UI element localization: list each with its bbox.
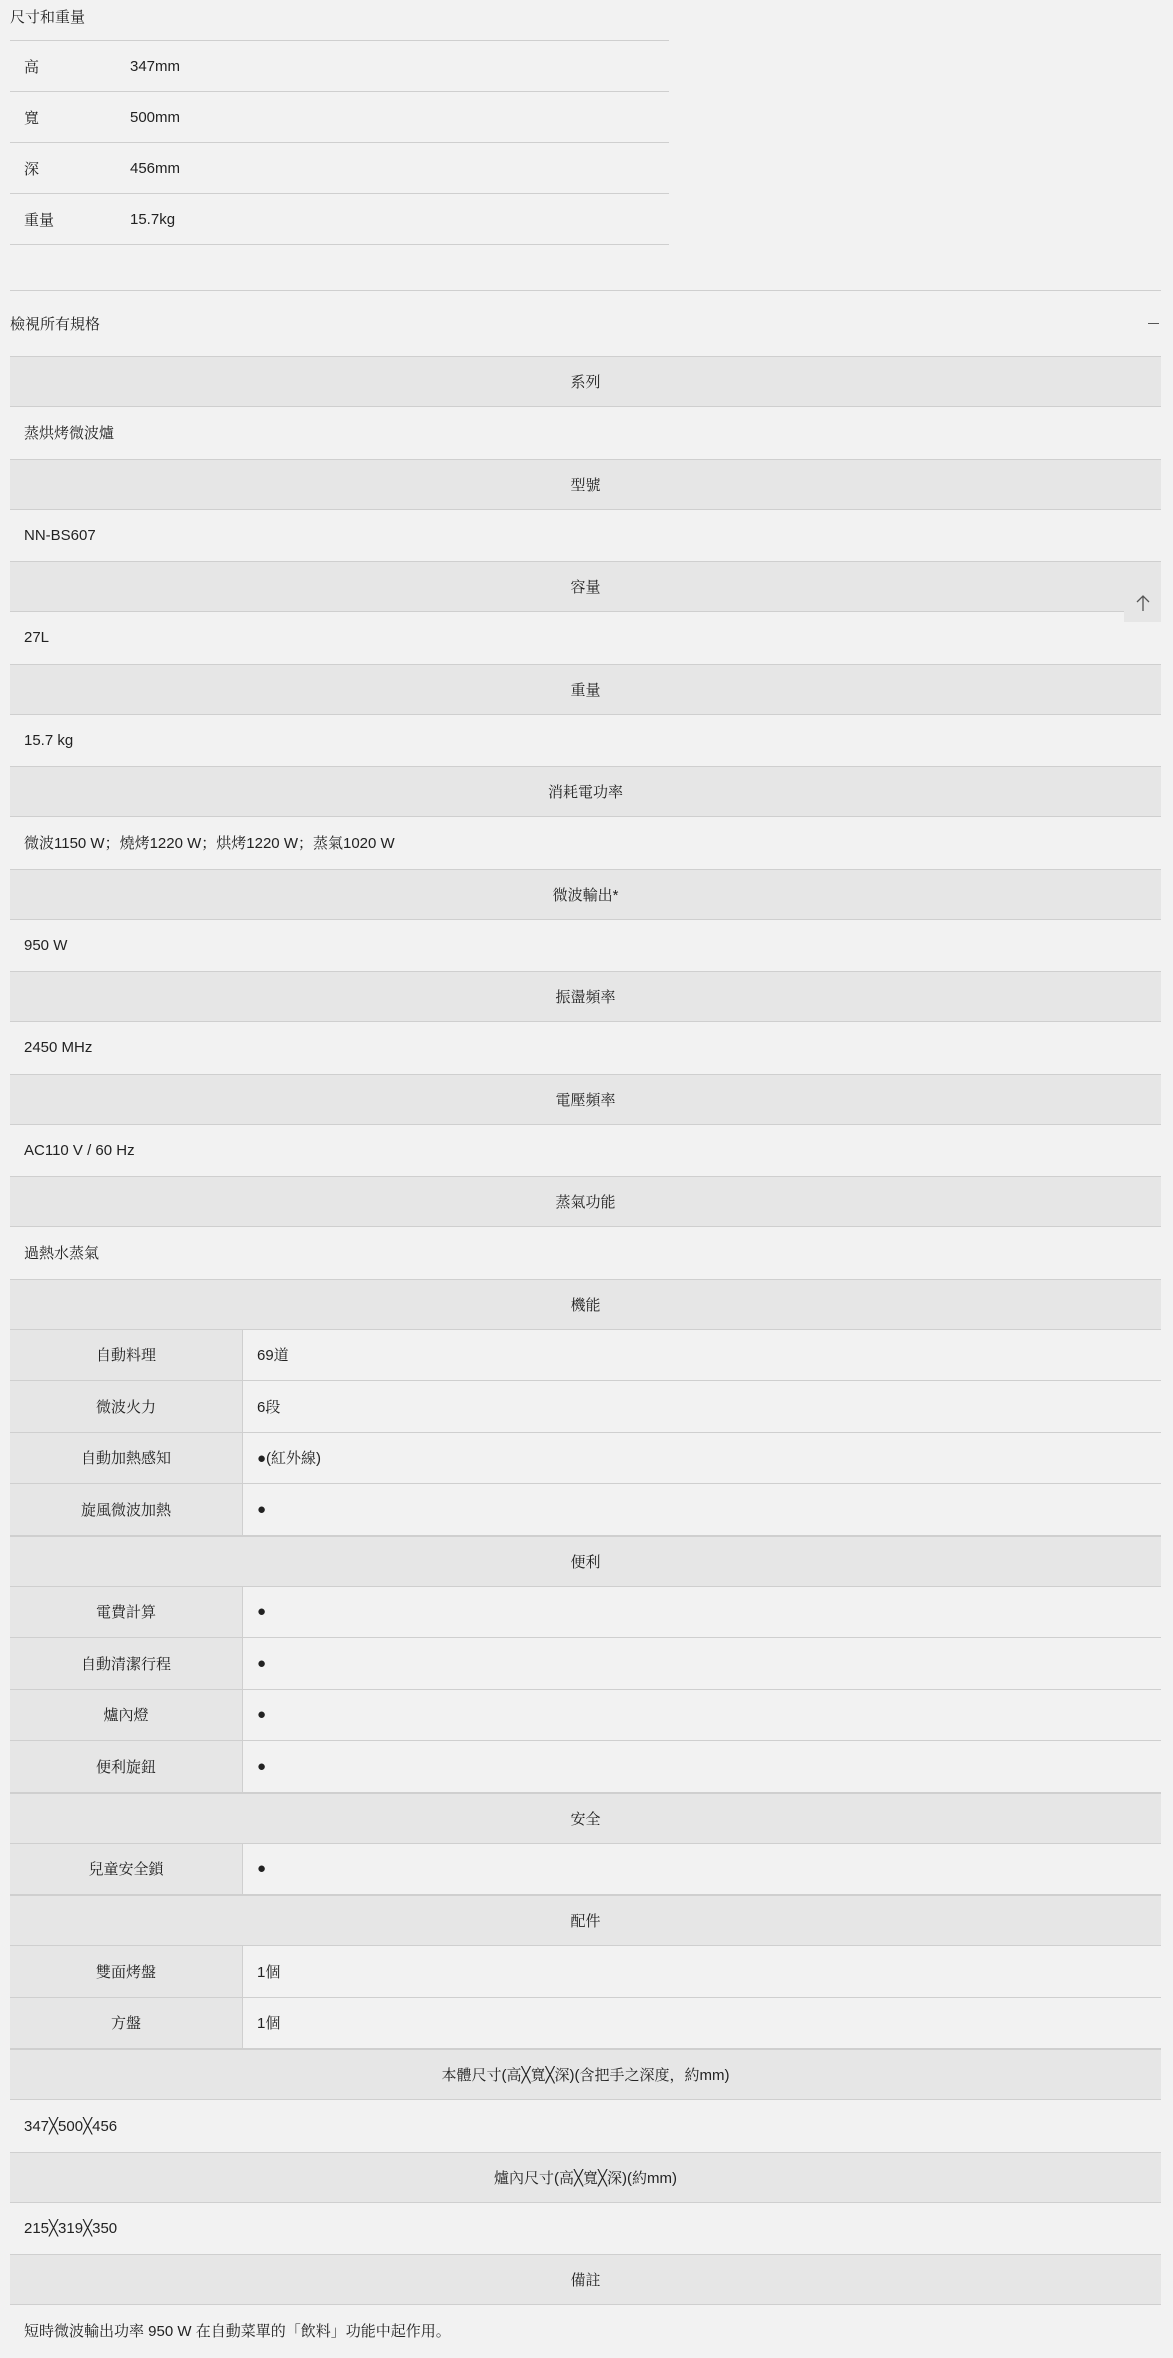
- spec-key-value: ●: [257, 1860, 267, 1878]
- dimension-row-weight: [10, 194, 669, 245]
- dimension-label: 寬: [24, 109, 40, 127]
- spec-group-header: 容量: [10, 561, 1161, 612]
- spec-key-value: ●: [257, 1603, 267, 1621]
- spec-value: 2450 MHz: [24, 1039, 93, 1057]
- spec-key-value: 69道: [257, 1347, 289, 1365]
- spec-group-header: 電壓頻率: [10, 1074, 1161, 1125]
- spec-group-header: 微波輸出*: [10, 869, 1161, 920]
- spec-row: [10, 1844, 1161, 1896]
- spec-key-value: 1個: [257, 2015, 281, 2033]
- spec-key: 自動料理: [10, 1330, 243, 1381]
- spec-key: 便利旋鈕: [10, 1741, 243, 1792]
- spec-key-value: ●: [257, 1757, 267, 1775]
- dimension-label: 深: [24, 160, 40, 178]
- arrow-up-icon: [1135, 594, 1151, 612]
- spec-key-value: ●: [257, 1654, 267, 1672]
- spec-value: 微波1150 W；燒烤1220 W；烘烤1220 W；蒸氣1020 W: [24, 835, 395, 853]
- spec-row: [10, 1690, 1161, 1742]
- spec-group-header: 消耗電功率: [10, 766, 1161, 817]
- spec-value: 950 W: [24, 936, 68, 954]
- spec-row: [10, 1484, 1161, 1536]
- spec-group-header: 便利: [10, 1536, 1161, 1587]
- back-to-top-button[interactable]: [1124, 584, 1161, 622]
- dimension-value: 15.7kg: [130, 210, 176, 228]
- spec-row: [10, 1946, 1161, 1998]
- spec-key-value: ●(紅外線): [257, 1450, 322, 1468]
- spec-key: 自動清潔行程: [10, 1638, 243, 1689]
- spec-key-value: 6段: [257, 1398, 281, 1416]
- spec-row: [10, 1998, 1161, 2050]
- spec-row: [10, 1381, 1161, 1433]
- dimension-row-width: [10, 92, 669, 143]
- spec-group-header: 重量: [10, 664, 1161, 715]
- view-all-specs-toggle[interactable]: [10, 291, 1161, 356]
- spec-value: 347╳500╳456: [24, 2117, 118, 2135]
- spec-group-header: 爐內尺寸(高╳寬╳深)(約mm): [10, 2152, 1161, 2203]
- specs-table: [10, 356, 1161, 2357]
- spec-key: 旋風微波加熱: [10, 1484, 243, 1535]
- spec-row: [10, 1433, 1161, 1485]
- spec-key-value: 1個: [257, 1963, 281, 1981]
- spec-value: 過熱水蒸氣: [24, 1245, 100, 1263]
- spec-group-header: 機能: [10, 1279, 1161, 1330]
- spec-key: 微波火力: [10, 1381, 243, 1432]
- view-all-specs-label: 檢視所有規格: [10, 316, 101, 333]
- spec-row: [10, 1638, 1161, 1690]
- spec-value: 27L: [24, 629, 50, 647]
- dimension-label: 重量: [24, 211, 55, 229]
- spec-group-header: 備註: [10, 2254, 1161, 2305]
- spec-value: 15.7 kg: [24, 731, 74, 749]
- spec-value: 短時微波輸出功率 950 W 在自動菜單的「飲料」功能中起作用。: [24, 2323, 451, 2341]
- spec-group-header: 型號: [10, 459, 1161, 510]
- spec-group-header: 配件: [10, 1895, 1161, 1946]
- spec-key: 兒童安全鎖: [10, 1844, 243, 1895]
- spec-group-header: 本體尺寸(高╳寬╳深)(含把手之深度，約mm): [10, 2049, 1161, 2100]
- spec-key: 自動加熱感知: [10, 1433, 243, 1484]
- spec-row: [10, 1330, 1161, 1382]
- dimension-value: 500mm: [130, 108, 181, 126]
- spec-group-header: 蒸氣功能: [10, 1176, 1161, 1227]
- spec-key: 電費計算: [10, 1587, 243, 1638]
- dimension-label: 高: [24, 58, 40, 76]
- spec-group-header: 系列: [10, 356, 1161, 407]
- spec-value: NN-BS607: [24, 526, 96, 544]
- spec-row: [10, 1587, 1161, 1639]
- dimension-value: 456mm: [130, 159, 181, 177]
- minus-icon: [1148, 323, 1159, 324]
- spec-key-value: ●: [257, 1500, 267, 1518]
- spec-group-header: 振盪頻率: [10, 971, 1161, 1022]
- spec-key: 方盤: [10, 1998, 243, 2049]
- spec-row: [10, 1741, 1161, 1793]
- spec-value: 215╳319╳350: [24, 2220, 118, 2238]
- dimension-value: 347mm: [130, 57, 181, 75]
- spec-key-value: ●: [257, 1706, 267, 1724]
- spec-key: 雙面烤盤: [10, 1946, 243, 1997]
- spec-group-header: 安全: [10, 1793, 1161, 1844]
- dimensions-title: 尺寸和重量: [10, 0, 669, 41]
- spec-value: AC110 V / 60 Hz: [24, 1141, 135, 1159]
- spec-key: 爐內燈: [10, 1690, 243, 1741]
- dimensions-weight-section: [10, 0, 669, 245]
- dimension-row-height: [10, 41, 669, 92]
- dimension-row-depth: [10, 143, 669, 194]
- spec-value: 蒸烘烤微波爐: [24, 425, 115, 443]
